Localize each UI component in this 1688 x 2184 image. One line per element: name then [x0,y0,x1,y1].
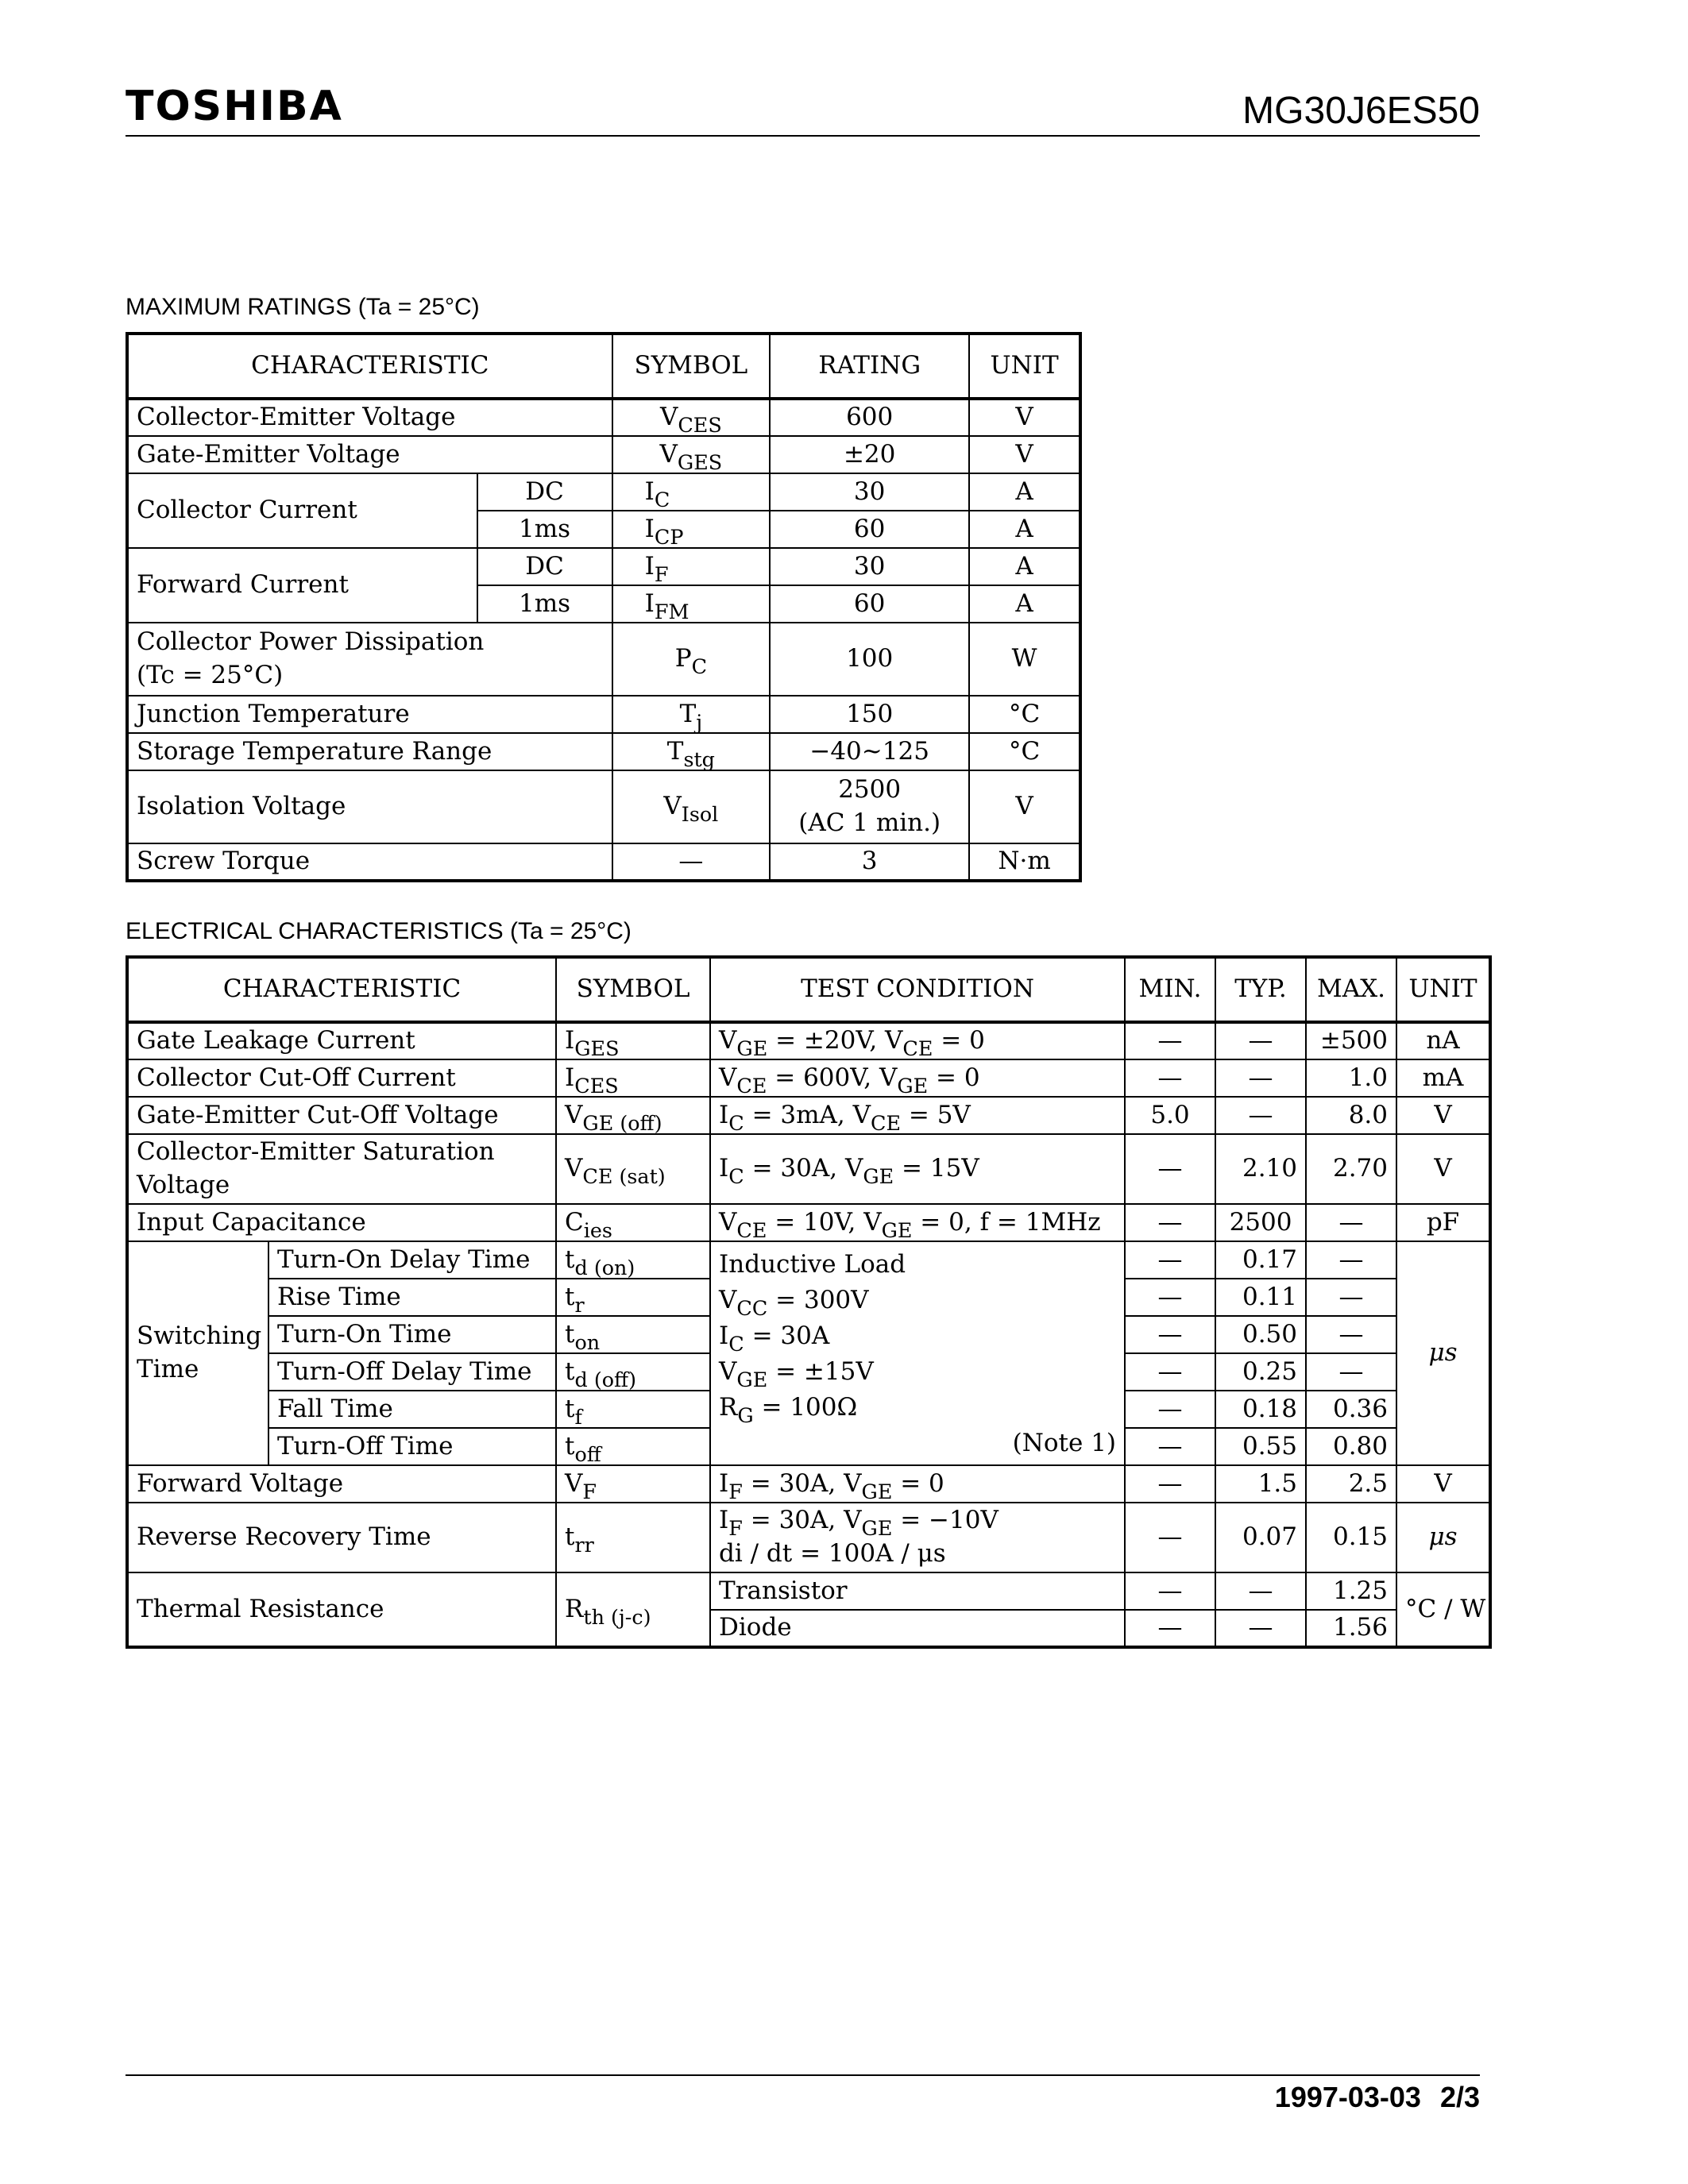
rating-cell: 30 [770,548,969,585]
switching-condition-cell: Inductive Load $V_{CC} = 300V$ $I_C = 30A$ $V_{GE} = \pm 15V$ $R_G = 100\Omega$ (Note 1) [710,1241,1125,1465]
min-cell: — [1125,1134,1215,1204]
condition-cell: $I_F = 30A$, $V_{GE} = 0$ [710,1465,1125,1503]
header-min: MIN. [1125,957,1215,1022]
rating-cell: 30 [770,473,969,511]
table-row [127,1022,1490,1059]
condition-cell: $I_F = 30A$, $V_{GE} = -10V$ di / dt = 100A / μs [710,1503,1125,1572]
min-cell: — [1125,1279,1215,1316]
unit-cell: V [969,770,1080,843]
footer-date: 1997-03-03 [1274,2081,1421,2113]
min-cell: — [1125,1465,1215,1503]
footer-rule [126,2074,1480,2076]
table-row [127,1204,1490,1241]
table-row [127,696,1080,733]
condition-cell: 1ms [477,585,612,623]
switching-param-cell: Rise Time [268,1279,556,1316]
condition-cell: Diode [710,1610,1125,1647]
rating-cell: 2500 (AC 1 min.) [770,770,969,843]
table-row [127,1465,1490,1503]
symbol-cell: $V_{Isol}$ [612,770,770,843]
header-symbol: SYMBOL [612,334,770,399]
header-max: MAX. [1306,957,1396,1022]
unit-cell: A [969,585,1080,623]
min-cell: — [1125,1503,1215,1572]
table-row [127,1503,1490,1572]
max-cell: 0.80 [1306,1428,1396,1465]
unit-cell: V [1396,1465,1490,1503]
switching-param-cell: Turn-Off Delay Time [268,1353,556,1391]
symbol-cell: $t_r$ [556,1279,710,1316]
characteristic-cell: Gate-Emitter Cut-Off Voltage [127,1097,556,1134]
unit-cell: pF [1396,1204,1490,1241]
unit-cell: μs [1396,1241,1490,1465]
header-characteristic: CHARACTERISTIC [127,334,612,399]
min-cell: — [1125,1204,1215,1241]
symbol-cell: $T_{stg}$ [612,733,770,770]
header-unit: UNIT [969,334,1080,399]
max-ratings-title: MAXIMUM RATINGS (Ta = 25°C) [126,294,480,320]
typ-cell: 2.10 [1215,1134,1306,1204]
condition-cell: $I_C = 30A$, $V_{GE} = 15V$ [710,1134,1125,1204]
characteristic-cell: Collector Power Dissipation (Tc = 25°C) [127,623,612,696]
rating-cell: 150 [770,696,969,733]
typ-cell: — [1215,1097,1306,1134]
symbol-cell: $t_{off}$ [556,1428,710,1465]
max-cell: — [1306,1353,1396,1391]
symbol-cell: $I_C$ [612,473,770,511]
unit-cell: V [969,399,1080,436]
unit-cell: A [969,511,1080,548]
symbol-cell: $I_F$ [612,548,770,585]
min-cell: — [1125,1022,1215,1059]
max-cell: — [1306,1204,1396,1241]
header-typ: TYP. [1215,957,1306,1022]
brand-logo: TOSHIBA [126,83,343,130]
symbol-cell: — [612,843,770,881]
condition-cell: Transistor [710,1572,1125,1610]
typ-cell: — [1215,1610,1306,1647]
unit-cell: V [969,436,1080,473]
characteristic-cell: Gate Leakage Current [127,1022,556,1059]
characteristic-cell: Collector Cut-Off Current [127,1059,556,1097]
min-cell: — [1125,1428,1215,1465]
symbol-cell: $V_F$ [556,1465,710,1503]
condition-cell: $V_{CE} = 10V$, $V_{GE} = 0$, f = 1MHz [710,1204,1125,1241]
characteristic-cell: Gate-Emitter Voltage [127,436,612,473]
header-rule [126,135,1480,137]
min-cell: — [1125,1391,1215,1428]
unit-cell: V [1396,1134,1490,1204]
characteristic-cell: Collector-Emitter Voltage [127,399,612,436]
symbol-cell: $V_{GE (off)}$ [556,1097,710,1134]
condition-cell: DC [477,548,612,585]
symbol-cell: $R_{th (j-c)}$ [556,1572,710,1647]
rating-cell: −40~125 [770,733,969,770]
switching-time-group: Switching Time [127,1241,268,1465]
table-row [127,473,1080,511]
max-cell: 8.0 [1306,1097,1396,1134]
header-characteristic: CHARACTERISTIC [127,957,556,1022]
electrical-characteristics-table [126,955,1492,1649]
symbol-cell: $t_{on}$ [556,1316,710,1353]
symbol-cell: $t_{rr}$ [556,1503,710,1572]
max-cell: 1.56 [1306,1610,1396,1647]
header-unit: UNIT [1396,957,1490,1022]
max-cell: 1.25 [1306,1572,1396,1610]
condition-cell: DC [477,473,612,511]
rating-cell: 60 [770,511,969,548]
symbol-cell: $V_{CES}$ [612,399,770,436]
symbol-cell: $C_{ies}$ [556,1204,710,1241]
min-cell: — [1125,1241,1215,1279]
table-row [127,843,1080,881]
symbol-cell: $I_{FM}$ [612,585,770,623]
unit-cell: N·m [969,843,1080,881]
rating-cell: 3 [770,843,969,881]
switching-param-cell: Turn-On Delay Time [268,1241,556,1279]
typ-cell: — [1215,1572,1306,1610]
max-cell: 0.36 [1306,1391,1396,1428]
max-cell: — [1306,1241,1396,1279]
note-reference: (Note 1) [1012,1428,1117,1457]
table-row [127,1059,1490,1097]
unit-cell: μs [1396,1503,1490,1572]
characteristic-cell: Forward Current [127,548,477,623]
table-row [127,770,1080,843]
max-cell: 1.0 [1306,1059,1396,1097]
header-rating: RATING [770,334,969,399]
switching-param-cell: Fall Time [268,1391,556,1428]
symbol-cell: $V_{GES}$ [612,436,770,473]
header-test-condition: TEST CONDITION [710,957,1125,1022]
footer [1256,2081,1480,2114]
characteristic-cell: Collector Current [127,473,477,548]
max-cell: ±500 [1306,1022,1396,1059]
max-cell: — [1306,1316,1396,1353]
header-symbol: SYMBOL [556,957,710,1022]
table-row [127,1097,1490,1134]
min-cell: — [1125,1610,1215,1647]
table-header-row [127,957,1490,1022]
unit-cell: °C [969,696,1080,733]
characteristic-cell: Isolation Voltage [127,770,612,843]
part-number: MG30J6ES50 [1242,90,1480,132]
symbol-cell: $I_{CES}$ [556,1059,710,1097]
min-cell: — [1125,1059,1215,1097]
symbol-cell: $V_{CE (sat)}$ [556,1134,710,1204]
table-row [127,733,1080,770]
unit-cell: °C [969,733,1080,770]
max-cell: 0.15 [1306,1503,1396,1572]
table-row [127,1134,1490,1204]
typ-cell: 0.11 [1215,1279,1306,1316]
condition-cell: 1ms [477,511,612,548]
table-row [127,399,1080,436]
characteristic-cell: Screw Torque [127,843,612,881]
max-cell: 2.5 [1306,1465,1396,1503]
table-row [127,623,1080,696]
typ-cell: 0.07 [1215,1503,1306,1572]
typ-cell: 1.5 [1215,1465,1306,1503]
table-row [127,548,1080,585]
typ-cell: 0.17 [1215,1241,1306,1279]
characteristic-cell: Junction Temperature [127,696,612,733]
condition-cell: $V_{GE} = \pm 20V$, $V_{CE} = 0$ [710,1022,1125,1059]
characteristic-cell: Thermal Resistance [127,1572,556,1647]
symbol-cell: $I_{GES}$ [556,1022,710,1059]
switching-param-cell: Turn-On Time [268,1316,556,1353]
characteristic-cell: Collector-Emitter Saturation Voltage [127,1134,556,1204]
symbol-cell: $t_{d (on)}$ [556,1241,710,1279]
rating-cell: 600 [770,399,969,436]
typ-cell: 0.25 [1215,1353,1306,1391]
typ-cell: 0.55 [1215,1428,1306,1465]
rating-cell: ±20 [770,436,969,473]
unit-cell: °C / W [1396,1572,1490,1647]
typ-cell: — [1215,1059,1306,1097]
max-cell: — [1306,1279,1396,1316]
min-cell: — [1125,1353,1215,1391]
table-row [127,1572,1490,1610]
min-cell: — [1125,1316,1215,1353]
condition-cell: $I_C = 3mA$, $V_{CE} = 5V$ [710,1097,1125,1134]
characteristic-cell: Input Capacitance [127,1204,556,1241]
unit-cell: A [969,548,1080,585]
typ-cell: 0.50 [1215,1316,1306,1353]
rating-cell: 60 [770,585,969,623]
rating-cell: 100 [770,623,969,696]
characteristic-cell: Forward Voltage [127,1465,556,1503]
min-cell: 5.0 [1125,1097,1215,1134]
unit-cell: V [1396,1097,1490,1134]
min-cell: — [1125,1572,1215,1610]
typ-cell: 0.18 [1215,1391,1306,1428]
max-ratings-table [126,332,1082,882]
symbol-cell: $t_f$ [556,1391,710,1428]
unit-cell: A [969,473,1080,511]
symbol-cell: $t_{d (off)}$ [556,1353,710,1391]
page-number: 2/3 [1439,2081,1480,2113]
symbol-cell: $T_j$ [612,696,770,733]
typ-cell: — [1215,1022,1306,1059]
characteristic-cell: Storage Temperature Range [127,733,612,770]
characteristic-cell: Reverse Recovery Time [127,1503,556,1572]
unit-cell: W [969,623,1080,696]
table-row [127,1241,1490,1279]
unit-cell: nA [1396,1022,1490,1059]
switching-param-cell: Turn-Off Time [268,1428,556,1465]
symbol-cell: $P_C$ [612,623,770,696]
typ-cell: 2500 [1215,1204,1306,1241]
electrical-characteristics-title: ELECTRICAL CHARACTERISTICS (Ta = 25°C) [126,918,632,944]
unit-cell: mA [1396,1059,1490,1097]
condition-cell: $V_{CE} = 600V$, $V_{GE} = 0$ [710,1059,1125,1097]
table-header-row [127,334,1080,399]
max-cell: 2.70 [1306,1134,1396,1204]
symbol-cell: $I_{CP}$ [612,511,770,548]
table-row [127,436,1080,473]
